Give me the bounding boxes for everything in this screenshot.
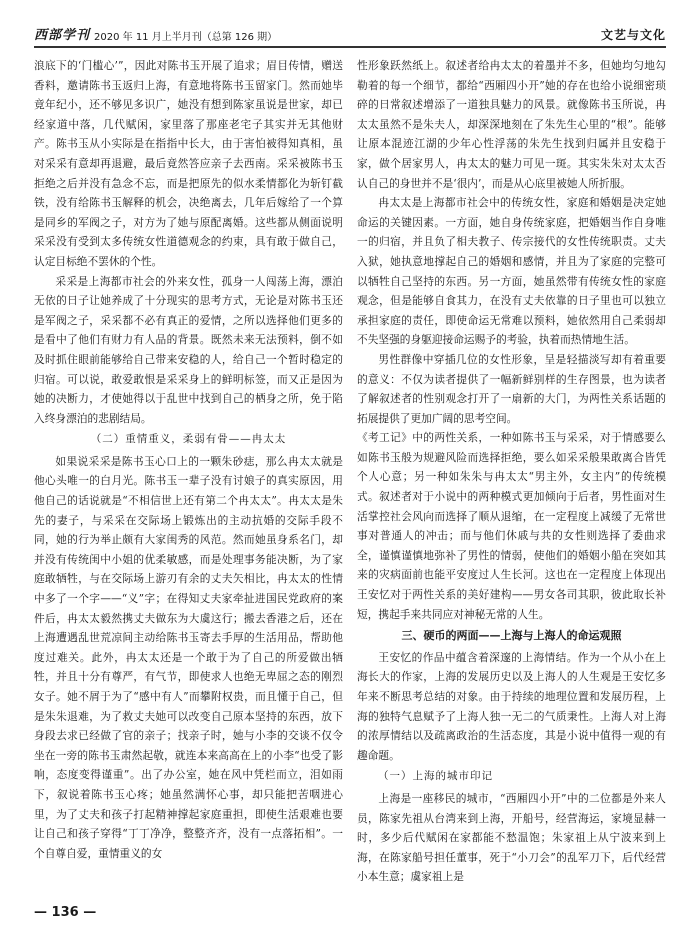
paragraph: 上海是一座移民的城市，“西厢四小开”中的二位都是外来人员，陈家先祖从台湾来到上海，开船号，经营海运，家境显赫一时，多少后代赋闲在家都能不愁温饱；朱家祖上从宁波来到上海，在陈家船号担任董事，死于“小刀会”的乱军刀下，后代经营小本生意；虞家祖上是 <box>357 791 666 884</box>
paragraph: 如果说采采是陈书玉心口上的一颗朱砂痣，那么冉太太就是他心头唯一的白月光。陈书玉一辈子没有讨娘子的真实原因，用他自己的话说就是“不相信世上还有第二个冉太太”。冉太太是朱先的妻子，与采采在交际场上锻炼出的主动抗婚的交际手段不同，她的行为举止颇有大家闺秀的风范。然而她虽身系名门，却并没有传统闺中小姐的优柔敏感，而是处理事务能决断，为了家庭敢牺牲，与在交际场上游刃有余的丈夫矢相比，冉太太的性情中多了一个字——“义”字；在得知丈夫家牵扯进国民党政府的案件后，冉太太毅然携丈夫做东为大虞这行；搬去香港之后，还在上海遭遇乱世荒凉间主动给陈书玉寄去手厚的生活用品，帮助他度过难关。此外，冉太太还是一个敢于为了自己的所爱做出牺牲，并且十分有尊严，有气节，即使求人也绝无卑屈之态的刚烈女子。她不屑于为了“感中有人”而攀附权贵，而且懂于自己，但是朱朱退难，为了救丈夫她可以改变自己原本坚持的东西，放下身段去求已经做了官的亲子；找亲子时，她与小李的交谈不仅令坐在一旁的陈书玉肃然起敬，就连本来高高在上的小李“也受了影响，态度变得谨重”。出了办公室，她在风中凭栏而立，泪如雨下，叙说着陈书玉心疼；她虽然满怀心事，却只能把苦咽进心里，为了丈夫和孩子打起精神撑起家庭重担，即使生活艰难也要让自己和孩子穿得“丁丁净净，整整齐齐，没有一点落拓相”。一个自尊自爱，重情重义的女 <box>34 454 343 860</box>
issue-info: 2020 年 11 月上半月刊（总第 126 期） <box>94 32 278 43</box>
journal-logo: 西部学刊 <box>34 28 91 43</box>
paragraph: 浪底下的‘门槛心’”，因此对陈书玉开展了追求；眉目传情，赠送香料，邀请陈书玉返归上海，有意地将陈书玉留家门。然而她毕竟年纪小，还不够见多识广，她没有想到陈家虽说是世家，却已经家道中落，几代赋闲，家里落了那座老宅子其实并无其他财产。陈书玉从小实际是在指指中长大，由于害怕被得知真相，虽对采采有意却再退避，最后竟然答应亲子去西南。采采被陈书玉拒绝之后并没有急念不忘，而是把原先的似水柔情都化为斩钉截铁，没有给陈书玉解释的机会，决绝离去，几年后嫁给了一个算是同乡的军阀之子，对方为了她与原配离婚。这些都从侧面说明采采没有受到太多传统女性道德观念的约束，具有敢于做自己，认定目标绝不罢休的个性。 <box>34 59 343 268</box>
paragraph: 采采是上海都市社会的外来女性，孤身一人闯荡上海，漂泊无依的日子让她养成了十分现实的思考方式，无论是对陈书玉还是军阀之子，采采都不必有真正的爱情，之所以选择他们更多的是看中了他们有财力有人品的背景。既然未来无法预料，倒不如及时抓住眼前能够给自己带来安稳的人，给自己一个暂时稳定的归宿。可以说，敢爱敢恨是采采身上的鲜明标签，而又正是因为她的决断力，才使她得以于乱世中找到自己的栖身之所，免于陷入终身漂泊的悲剧结局。 <box>34 274 343 425</box>
right-column <box>357 56 666 896</box>
page-number: — 136 — <box>34 905 97 920</box>
paragraph: 性形象跃然纸上。叙述者给冉太太的着墨并不多，但她均匀地勾勒着的每一个细节，都给“西厢四小开”她的存在也给小说细密琐碎的日常叙述增添了一道独具魅力的风景。就像陈书玉所说，冉太太虽然不是朱夫人，却深深地刻在了朱先生心里的“根”。能够让原本混迹江湖的少年心性浮荡的朱先生找到归属并且安稳于家，做个居家男人，冉太太的魅力可见一斑。其实朱朱对太太否认自己的身世并不是‘很内’，而是从心底里被她人所折服。 <box>357 59 666 190</box>
section-title: 文艺与文化 <box>600 28 666 42</box>
journal-info <box>34 24 277 46</box>
subsection-heading: （一）上海的城市印记 <box>378 770 493 783</box>
paragraph: 《考工记》中的两性关系，一种如陈书玉与采采，对于情感要么如陈书玉般为规避风险而选择拒绝，要么如采采般果敢离合皆凭个人心意；另一种如朱朱与冉太太“男主外，女主内”的传统模式。叙述者对于小说中的两种模式更加倾向于后者，男性面对生活掌控社会风向而选择了顺从退缩，在一定程度上减缓了无常世事对普通人的冲击；而与他们休戚与共的女性则选择了委曲求全，谨慎谨慎地弥补了男性的情弱，使他们的婚姻小船在突如其来的灾病面前也能平安度过人生长河。这也在一定程度上体现出王安忆对于两性关系的美好建构——男女各司其职，彼此取长补短，携起手来共同应对神秘无常的人生。 <box>357 431 666 621</box>
section-heading: 三、硬币的两面——上海与上海人的命运观照 <box>401 629 622 643</box>
article-body <box>34 56 666 896</box>
left-column <box>34 56 343 896</box>
paragraph: 男性群像中穿插几位的女性形象，呈是轻描淡写却有着重要的意义：不仅为读者提供了一幅新鲜别样的生存图景，也为读者了解叙述者的性别观念打开了一扇新的大门，为两性关系话题的拓展提供了更加广阔的思考空间。 <box>357 352 666 425</box>
subsection-heading: （二）重情重义，柔弱有骨——冉太太 <box>90 433 287 446</box>
paragraph: 冉太太是上海都市社会中的传统女性，家庭和婚姻是决定她命运的关键因素。一方面，她自身传统家庭，把婚姻当作自身唯一的归宿，并且负了相夫教子、传宗接代的女性传统职责。丈夫入狱，她执意地撑起自己的婚姻和感情，并且为了家庭的完整可以牺牲自己坚持的东西。另一方面，她虽然带有传统女性的家庭观念，但是能够自食其力，在没有丈夫依靠的日子里也可以独立承担家庭的责任，即使命运无常难以预料，她依然用自己柔弱却不失坚强的身躯迎接命运赐予的考验，执着而热情地生活。 <box>357 196 666 347</box>
paragraph: 王安忆的作品中蕴含着深邃的上海情结。作为一个从小在上海长大的作家，上海的发展历史以及上海人的人生观是王安忆多年来不断思考总结的对象。由于持续的地理位置和发展历程，上海的独特气息赋予了上海人独一无二的气质秉性。上海人对上海的浓厚情结以及疏离政治的生活态度，其是小说中值得一观的有趣命题。 <box>357 650 666 762</box>
page-header <box>34 20 666 48</box>
